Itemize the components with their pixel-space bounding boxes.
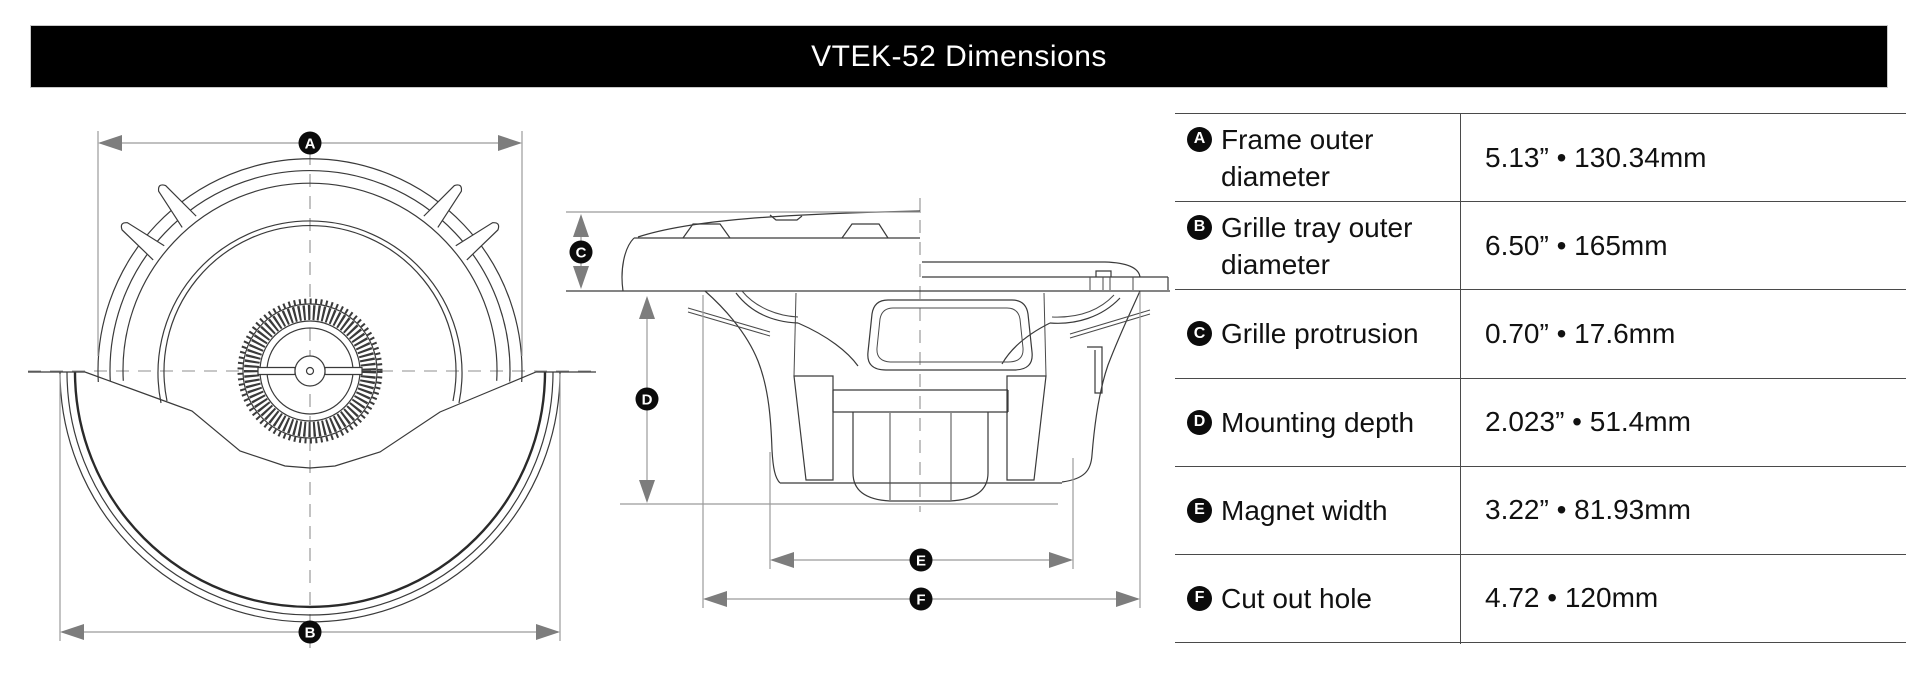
basket-wall-left — [794, 293, 796, 376]
table-row — [1175, 202, 1906, 290]
basket-section — [688, 291, 1150, 501]
table-row — [1175, 114, 1906, 202]
basket-right-outer — [1062, 291, 1140, 482]
row-label-cell — [1175, 467, 1460, 554]
grille-tab-left — [683, 224, 730, 238]
arrowhead-right-icon — [536, 624, 560, 640]
row-value: 2.023” • 51.4mm — [1485, 406, 1691, 438]
tweeter-bridge-left — [258, 368, 295, 375]
dust-cap-outer — [868, 300, 1032, 370]
dimension-d — [620, 296, 1058, 504]
table-row — [1175, 379, 1906, 467]
clamp-dog — [1087, 347, 1102, 393]
dust-cap-inner — [877, 308, 1023, 362]
cone-right — [1002, 323, 1050, 364]
tray-outer-arc — [60, 372, 560, 622]
arrowhead-right-icon — [498, 135, 522, 151]
grille-profile — [622, 211, 920, 291]
row-value: 0.70” • 17.6mm — [1485, 317, 1676, 349]
marker-d-badge: D — [1187, 410, 1212, 435]
page-title: VTEK-52 Dimensions — [811, 39, 1107, 73]
row-label: Magnet width — [1221, 494, 1388, 526]
marker-a-badge: A — [1187, 127, 1212, 152]
arrowhead-down-icon — [573, 266, 589, 289]
marker-a-letter: A — [304, 135, 316, 153]
row-value: 3.22” • 81.93mm — [1485, 494, 1691, 526]
marker-b-letter: B — [304, 624, 316, 642]
grille-left-edge — [622, 238, 634, 291]
row-label: Grille tray outer diameter — [1221, 211, 1413, 280]
row-value: 5.13” • 130.34mm — [1485, 141, 1707, 173]
table-row — [1175, 467, 1906, 555]
grille-tab-right — [842, 224, 888, 238]
marker-f-letter: F — [916, 591, 926, 609]
row-label-cell — [1175, 379, 1460, 466]
front-view — [28, 131, 596, 648]
marker-c-letter: C — [575, 244, 587, 262]
surround-left — [736, 293, 798, 323]
dimensions-table — [1175, 113, 1906, 643]
row-label-cell — [1175, 114, 1460, 201]
row-label-cell — [1175, 290, 1460, 377]
tweeter-bridge-right — [325, 368, 362, 375]
surround-right-inner — [1052, 295, 1114, 317]
surround-left-inner — [742, 291, 798, 317]
fin-icon — [424, 180, 467, 227]
marker-d-letter: D — [641, 391, 653, 409]
basket-wall-right — [1044, 293, 1046, 376]
fin-icon — [153, 180, 196, 227]
arrowhead-left-icon — [98, 135, 122, 151]
arrowhead-right-icon — [1049, 552, 1073, 568]
row-label: Frame outer diameter — [1221, 123, 1374, 192]
arrowhead-left-icon — [60, 624, 84, 640]
marker-f-badge: F — [1187, 586, 1212, 611]
table-row — [1175, 555, 1906, 643]
surround-right — [1050, 298, 1120, 323]
tweeter-center-circle — [295, 356, 325, 386]
arrowhead-right-icon — [1116, 591, 1140, 607]
row-label: Grille protrusion — [1221, 318, 1419, 350]
arrowhead-left-icon — [703, 591, 727, 607]
row-label: Cut out hole — [1221, 582, 1372, 614]
row-value: 4.72 • 120mm — [1485, 582, 1659, 614]
arrowhead-up-icon — [639, 296, 655, 319]
basket-window-right — [1007, 376, 1046, 480]
marker-c-badge: C — [1187, 321, 1212, 346]
marker-b-badge: B — [1187, 215, 1212, 240]
row-label: Mounting depth — [1221, 406, 1415, 438]
marker-e-letter: E — [915, 552, 927, 570]
row-label-cell — [1175, 555, 1460, 642]
table-column-divider — [1460, 114, 1461, 644]
table-row — [1175, 290, 1906, 378]
row-value: 6.50” • 165mm — [1485, 229, 1668, 261]
basket-window-left — [794, 376, 833, 480]
tray-top-line — [922, 262, 1140, 277]
arrowhead-down-icon — [639, 480, 655, 503]
arrowhead-left-icon — [770, 552, 794, 568]
marker-e-badge: E — [1187, 498, 1212, 523]
clamp-tab — [1096, 271, 1111, 277]
arrowhead-up-icon — [573, 214, 589, 237]
dimension-e — [770, 452, 1073, 572]
cone-left — [798, 323, 858, 366]
side-view — [566, 198, 1170, 611]
row-label-cell — [1175, 202, 1460, 289]
